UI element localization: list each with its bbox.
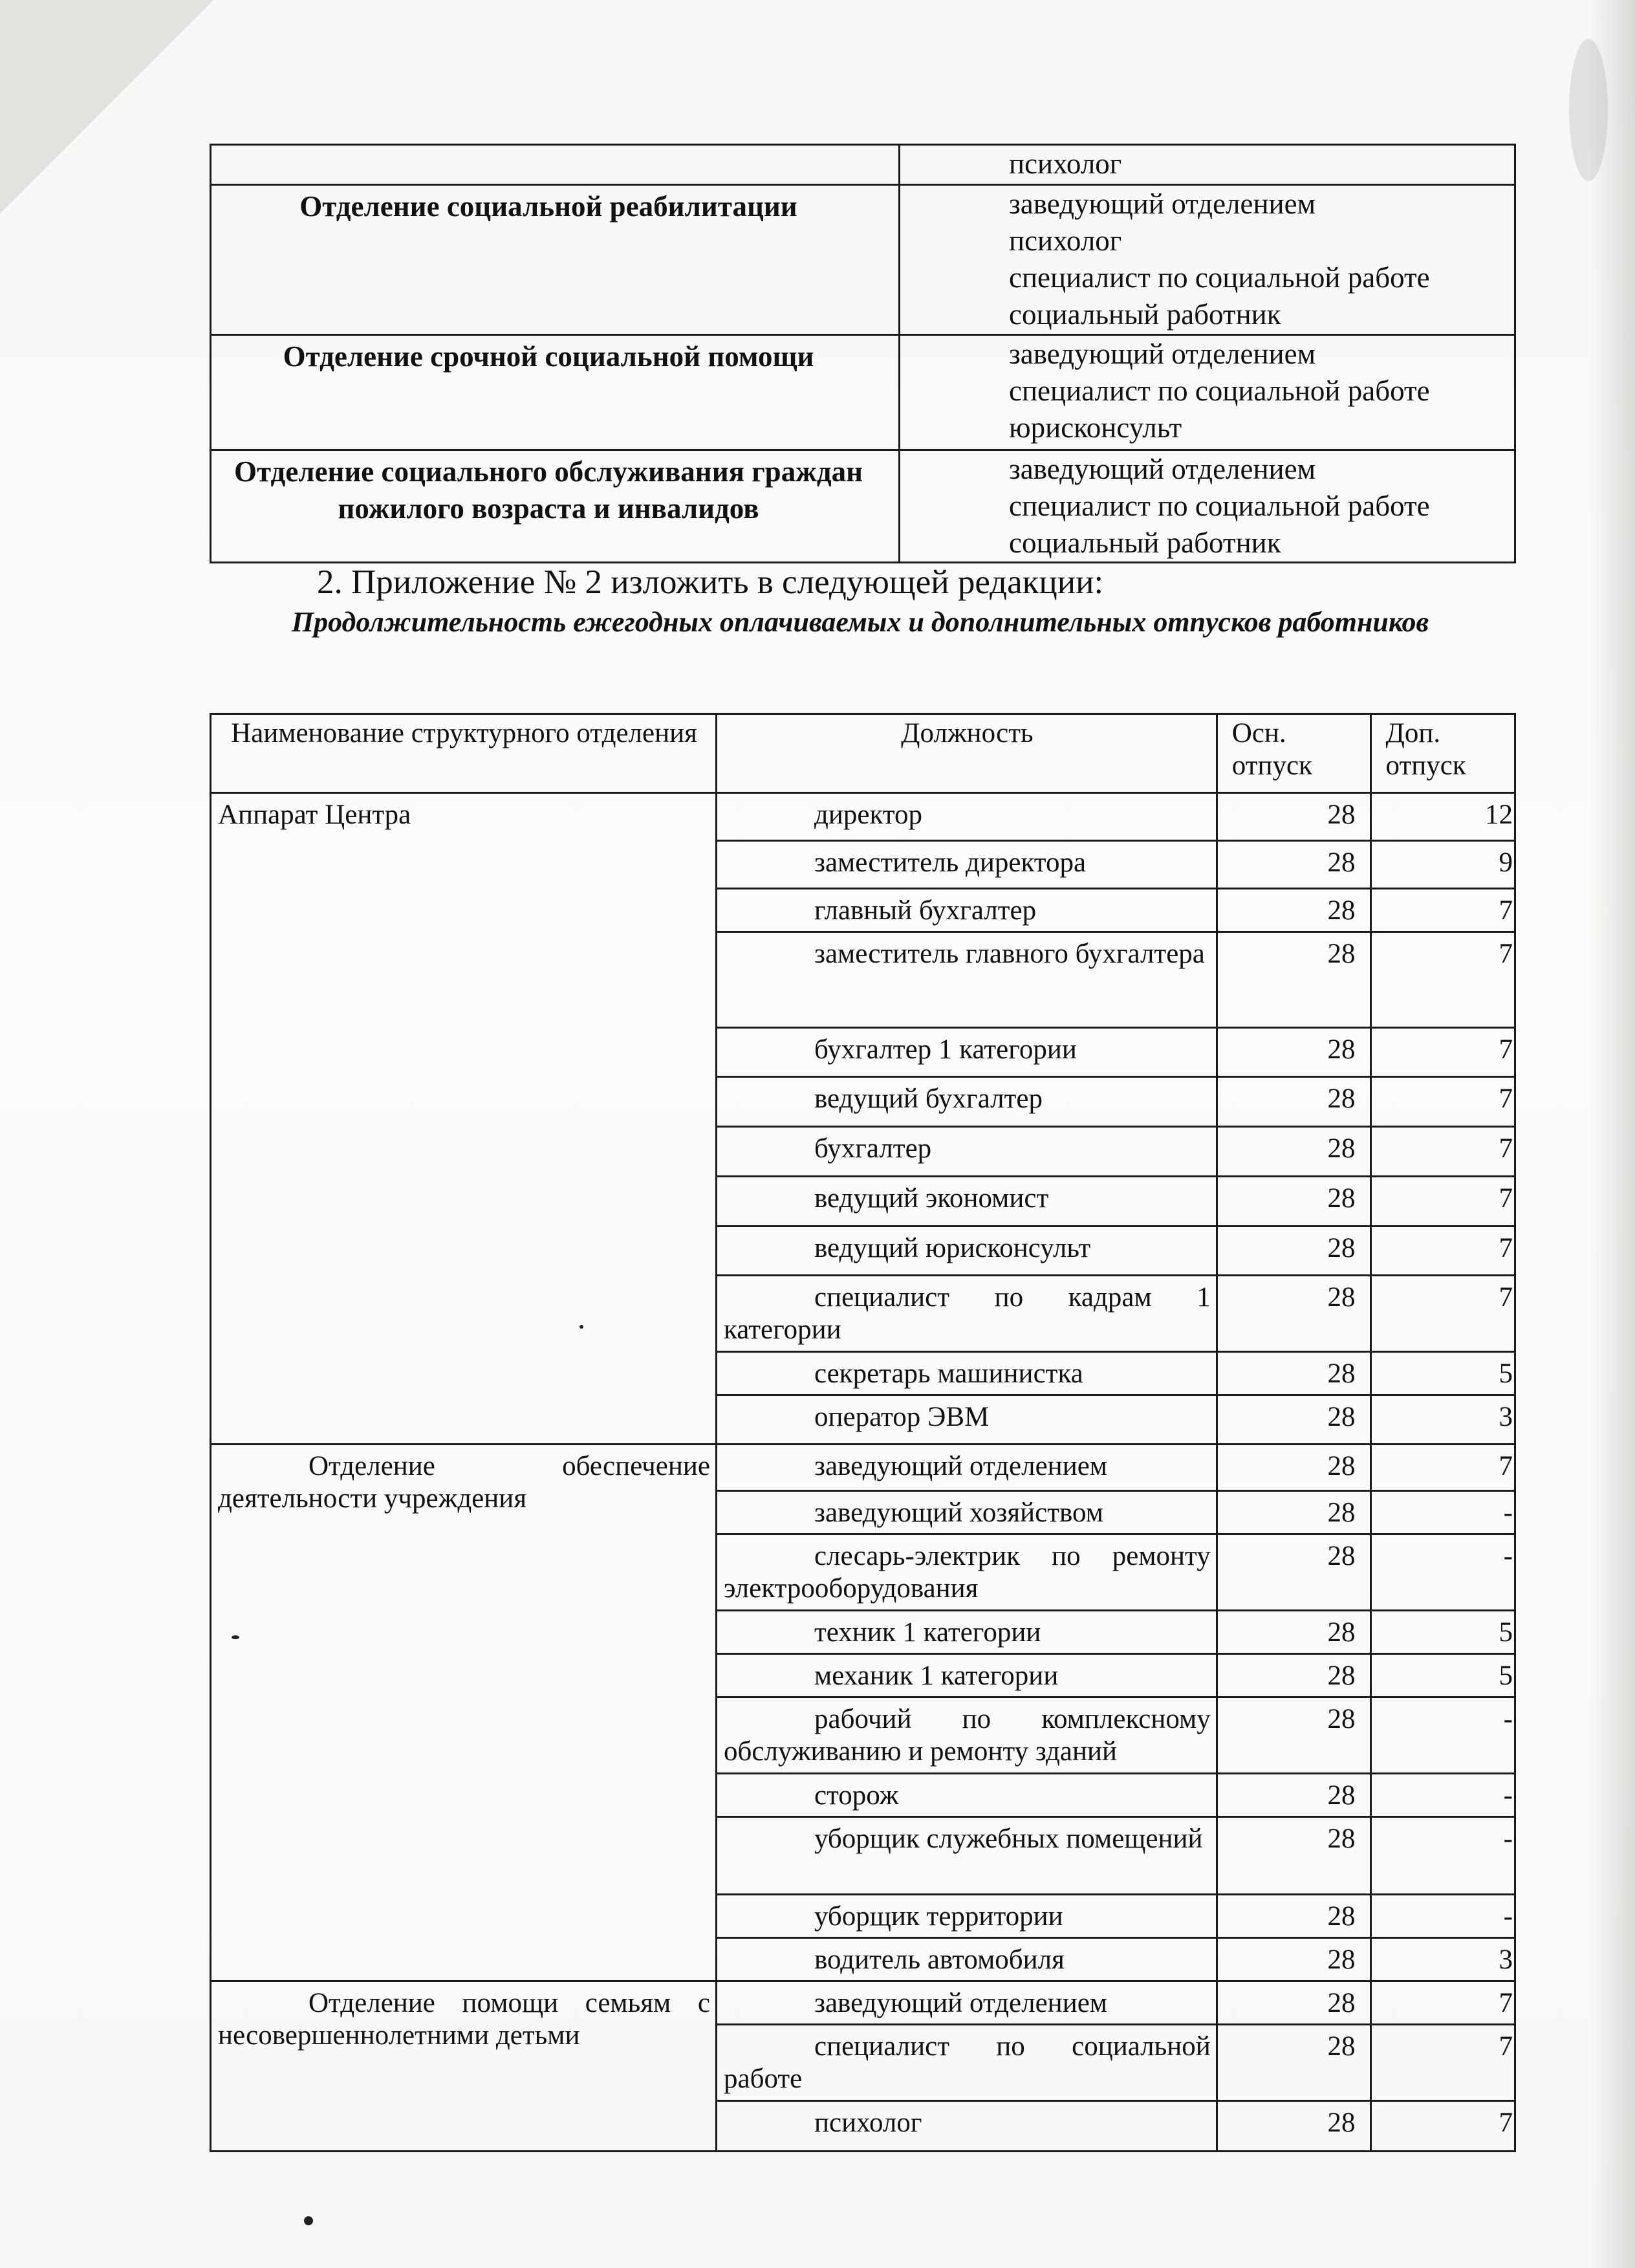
extra-leave-cell: 7 (1370, 2025, 1515, 2101)
main-leave-cell: 28 (1217, 1774, 1370, 1817)
position-cell: специалист по социальной работе (716, 2025, 1217, 2101)
scan-speck (304, 2216, 313, 2225)
main-leave-cell: 28 (1217, 1981, 1370, 2025)
extra-leave-cell: 9 (1370, 841, 1515, 889)
extra-leave-cell: 5 (1370, 1352, 1515, 1395)
position-cell: сторож (716, 1774, 1217, 1817)
roles-cell (900, 450, 1515, 563)
header-department: Наименование структурного отделения (211, 714, 717, 793)
department-cell: Отделение социальной реабилитации (211, 185, 900, 335)
extra-leave-cell: 7 (1370, 1227, 1515, 1276)
department-cell (211, 145, 900, 185)
role-text: заведующий отделением (1009, 453, 1316, 485)
extra-leave-cell: 7 (1370, 1981, 1515, 2025)
position-cell: техник 1 категории (716, 1611, 1217, 1654)
table-row (211, 450, 1515, 563)
extra-leave-cell: - (1370, 1534, 1515, 1611)
table-row (211, 1445, 1515, 1491)
extra-leave-cell: 7 (1370, 889, 1515, 932)
main-leave-cell: 28 (1217, 1395, 1370, 1445)
role-text: заведующий отделением (1009, 338, 1316, 370)
scan-speck (579, 1325, 583, 1329)
main-leave-cell: 28 (1217, 793, 1370, 841)
role-text: специалист по социальной работе (1009, 375, 1430, 407)
position-cell: заведующий отделением (716, 1445, 1217, 1491)
position-cell: оператор ЭВМ (716, 1395, 1217, 1445)
table-row (211, 793, 1515, 841)
roles-cell (900, 185, 1515, 335)
position-cell: ведущий бухгалтер (716, 1077, 1217, 1127)
extra-leave-cell: 3 (1370, 1938, 1515, 1981)
table-row (211, 145, 1515, 185)
position-cell: заместитель директора (716, 841, 1217, 889)
position-cell: водитель автомобиля (716, 1938, 1217, 1981)
extra-leave-cell: 7 (1370, 1276, 1515, 1352)
position-cell: бухгалтер 1 категории (716, 1028, 1217, 1077)
roles-cell (900, 335, 1515, 450)
main-leave-cell: 28 (1217, 1817, 1370, 1895)
main-leave-cell: 28 (1217, 1491, 1370, 1534)
main-leave-cell: 28 (1217, 1276, 1370, 1352)
table-row (211, 1981, 1515, 2025)
role-text: специалист по социальной работе (1009, 261, 1430, 294)
main-leave-cell: 28 (1217, 841, 1370, 889)
main-leave-cell: 28 (1217, 1697, 1370, 1774)
main-leave-cell: 28 (1217, 1177, 1370, 1227)
position-cell: заведующий отделением (716, 1981, 1217, 2025)
position-cell: заместитель главного бухгалтера (716, 932, 1217, 1028)
main-leave-cell: 28 (1217, 1654, 1370, 1697)
role-text: заведующий отделением (1009, 188, 1316, 220)
main-leave-cell: 28 (1217, 889, 1370, 932)
position-cell: психолог (716, 2101, 1217, 2152)
table-title: Продолжительность ежегодных оплачиваемых и дополнительных отпусков работников (291, 606, 1429, 638)
extra-leave-cell: 7 (1370, 1127, 1515, 1177)
extra-leave-cell: 7 (1370, 1028, 1515, 1077)
position-cell: специалист по кадрам 1 категории (716, 1276, 1217, 1352)
main-leave-cell: 28 (1217, 932, 1370, 1028)
position-cell: секретарь машинистка (716, 1352, 1217, 1395)
position-cell: рабочий по комплексному обслуживанию и ремонту зданий (716, 1697, 1217, 1774)
department-cell: Отделение срочной социальной помощи (211, 335, 900, 450)
main-leave-cell: 28 (1217, 2025, 1370, 2101)
extra-leave-cell: 7 (1370, 1445, 1515, 1491)
folded-corner (0, 0, 213, 213)
header-position: Должность (716, 714, 1217, 793)
header-extra-leave: Доп. отпуск (1370, 714, 1515, 793)
main-leave-cell: 28 (1217, 1534, 1370, 1611)
main-leave-cell: 28 (1217, 1445, 1370, 1491)
role-text: специалист по социальной работе (1009, 490, 1430, 522)
role-text: юрисконсульт (1009, 411, 1182, 444)
position-cell: слесарь-электрик по ремонту электрооборудования (716, 1534, 1217, 1611)
position-cell: уборщик территории (716, 1895, 1217, 1938)
position-cell: механик 1 категории (716, 1654, 1217, 1697)
main-leave-cell: 28 (1217, 1077, 1370, 1127)
department-cell: Аппарат Центра (211, 793, 717, 1445)
scan-speck (232, 1635, 239, 1639)
extra-leave-cell: 7 (1370, 1077, 1515, 1127)
main-leave-cell: 28 (1217, 2101, 1370, 2152)
extra-leave-cell: 7 (1370, 1177, 1515, 1227)
position-cell: бухгалтер (716, 1127, 1217, 1177)
department-cell: Отделение обеспечение деятельности учреждения (211, 1445, 717, 1981)
main-leave-cell: 28 (1217, 1127, 1370, 1177)
position-cell: главный бухгалтер (716, 889, 1217, 932)
page-edge-shadow (1590, 0, 1635, 2268)
extra-leave-cell: 7 (1370, 932, 1515, 1028)
roles-cell (900, 145, 1515, 185)
position-cell: заведующий хозяйством (716, 1491, 1217, 1534)
main-leave-cell: 28 (1217, 1611, 1370, 1654)
header-main-leave: Осн. отпуск (1217, 714, 1370, 793)
table-row (211, 335, 1515, 450)
main-leave-cell: 28 (1217, 1227, 1370, 1276)
position-cell: ведущий юрисконсульт (716, 1227, 1217, 1276)
scan-smudge (1569, 39, 1608, 181)
extra-leave-cell: - (1370, 1491, 1515, 1534)
extra-leave-cell: - (1370, 1697, 1515, 1774)
table-row (211, 185, 1515, 335)
departments-staff-table (210, 144, 1516, 563)
department-cell: Отделение помощи семьям с несовершеннолетними детьми (211, 1981, 717, 2152)
role-text: психолог (1009, 224, 1122, 257)
position-cell: ведущий экономист (716, 1177, 1217, 1227)
main-leave-cell: 28 (1217, 1895, 1370, 1938)
extra-leave-cell: - (1370, 1774, 1515, 1817)
extra-leave-cell: - (1370, 1817, 1515, 1895)
extra-leave-cell: 12 (1370, 793, 1515, 841)
role-text: социальный работник (1009, 298, 1281, 331)
leave-table (210, 713, 1516, 2152)
extra-leave-cell: 5 (1370, 1611, 1515, 1654)
main-leave-cell: 28 (1217, 1352, 1370, 1395)
extra-leave-cell: 3 (1370, 1395, 1515, 1445)
role-text: психолог (1009, 147, 1122, 180)
role-text: социальный работник (1009, 527, 1281, 559)
extra-leave-cell: - (1370, 1895, 1515, 1938)
main-leave-cell: 28 (1217, 1938, 1370, 1981)
position-cell: директор (716, 793, 1217, 841)
main-leave-cell: 28 (1217, 1028, 1370, 1077)
section-item-2: 2. Приложение № 2 изложить в следующей редакции: (317, 563, 1104, 601)
header-row (211, 714, 1515, 793)
department-cell: Отделение социального обслуживания граждан пожилого возраста и инвалидов (211, 450, 900, 563)
extra-leave-cell: 7 (1370, 2101, 1515, 2152)
position-cell: уборщик служебных помещений (716, 1817, 1217, 1895)
extra-leave-cell: 5 (1370, 1654, 1515, 1697)
